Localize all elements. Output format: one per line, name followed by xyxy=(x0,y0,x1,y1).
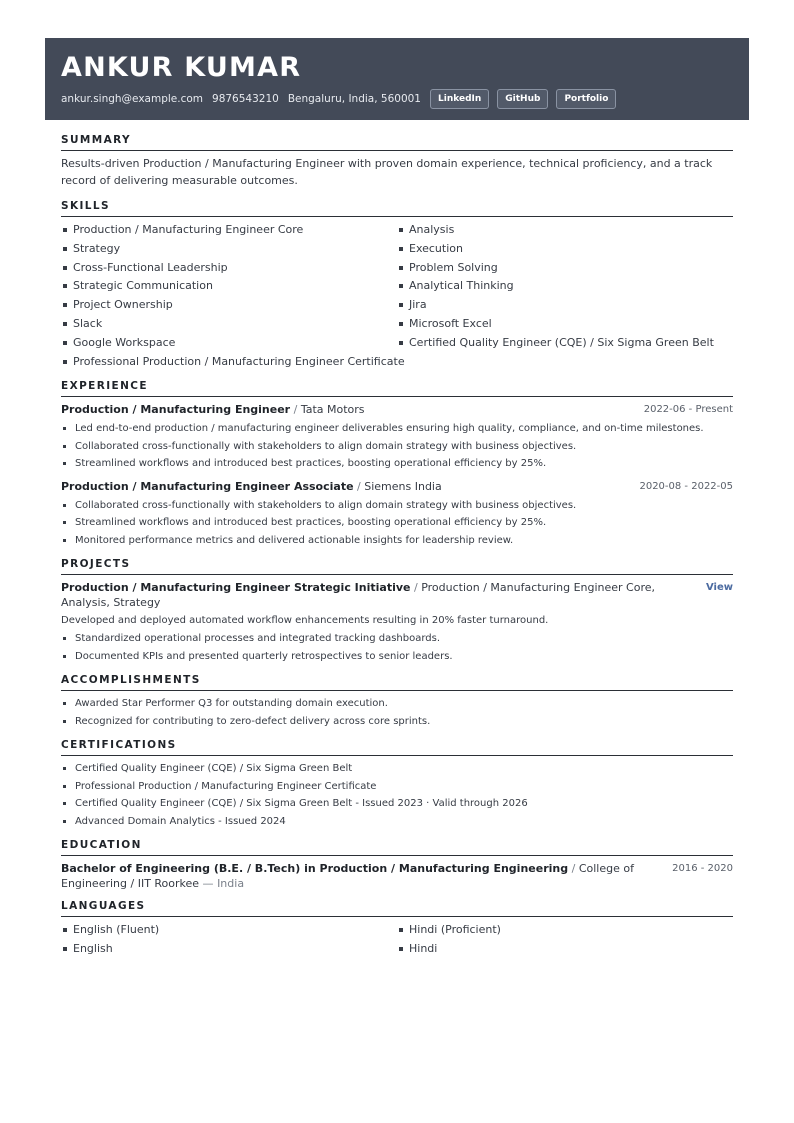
github-link[interactable]: GitHub xyxy=(497,89,548,109)
job-dates: 2022-06 - Present xyxy=(643,404,733,416)
skill-item: Jira xyxy=(397,296,733,315)
company-name: Tata Motors xyxy=(300,403,365,417)
bullet-item: Collaborated cross-functionally with stakeholders to align domain strategy with business objectives. xyxy=(61,497,733,515)
languages-right-column xyxy=(397,921,733,959)
entry-header xyxy=(61,580,733,610)
language-item: Hindi xyxy=(397,940,733,959)
bullet-item: Professional Production / Manufacturing Engineer Certificate xyxy=(61,778,733,796)
bullet-item: Certified Quality Engineer (CQE) / Six Sigma Green Belt - Issued 2023 · Valid through 2026 xyxy=(61,795,733,813)
bullet-item: Streamlined workflows and introduced best practices, boosting operational efficiency by 25%. xyxy=(61,455,733,473)
job-bullets xyxy=(61,420,733,473)
projects-section xyxy=(61,552,733,665)
summary-section xyxy=(61,128,733,189)
skill-item: Analytical Thinking xyxy=(397,277,733,296)
skill-item: Production / Manufacturing Engineer Core xyxy=(61,221,397,240)
contact-row xyxy=(61,88,733,109)
resume-body xyxy=(61,128,733,959)
education-title xyxy=(61,861,671,891)
project-tech: Production / Manufacturing Engineer Core, Analysis, Strategy xyxy=(61,581,656,610)
entry-header xyxy=(61,479,733,494)
candidate-name: ANKUR KUMAR xyxy=(61,52,302,83)
skill-item: Analysis xyxy=(397,221,733,240)
section-title: LANGUAGES xyxy=(61,894,733,917)
language-item: English (Fluent) xyxy=(61,921,397,940)
entry-title xyxy=(61,402,365,417)
accomplishments-section xyxy=(61,668,733,730)
certifications-list xyxy=(61,760,733,830)
skills-list xyxy=(61,221,733,371)
email-text[interactable]: ankur.singh@example.com xyxy=(61,92,204,105)
skills-right-column xyxy=(397,221,733,371)
section-title: PROJECTS xyxy=(61,552,733,575)
bullet-item: Advanced Domain Analytics - Issued 2024 xyxy=(61,813,733,831)
skills-left-column xyxy=(61,221,405,371)
phone-text: 9876543210 xyxy=(212,92,279,105)
bullet-item: Led end-to-end production / manufacturing engineer deliverables ensuring high quality, compliance, and on-time milestones. xyxy=(61,420,733,438)
project-entry xyxy=(61,580,733,665)
education-section xyxy=(61,833,733,891)
project-bullets xyxy=(61,630,733,665)
school-location: India xyxy=(217,877,245,891)
location-text: Bengaluru, India, 560001 xyxy=(287,92,421,105)
skill-item: Google Workspace xyxy=(61,334,397,353)
section-title: EDUCATION xyxy=(61,833,733,856)
skill-item: Execution xyxy=(397,240,733,259)
skill-item: Project Ownership xyxy=(61,296,397,315)
certifications-section xyxy=(61,733,733,830)
degree-name: Bachelor of Engineering (B.E. / B.Tech) in Production / Manufacturing Engineering xyxy=(61,862,569,876)
bullet-item: Recognized for contributing to zero-defect delivery across core sprints. xyxy=(61,713,733,731)
linkedin-link[interactable]: LinkedIn xyxy=(430,89,489,109)
portfolio-link[interactable]: Portfolio xyxy=(556,89,616,109)
section-title: CERTIFICATIONS xyxy=(61,733,733,756)
bullet-item: Collaborated cross-functionally with stakeholders to align domain strategy with business objectives. xyxy=(61,438,733,456)
section-title: SUMMARY xyxy=(61,128,733,151)
skills-section xyxy=(61,194,733,371)
project-title xyxy=(61,580,671,610)
section-title: SKILLS xyxy=(61,194,733,217)
project-view-link[interactable]: View xyxy=(705,582,733,594)
job-role: Production / Manufacturing Engineer Associate xyxy=(61,479,354,493)
languages-list xyxy=(61,921,733,959)
bullet-item: Certified Quality Engineer (CQE) / Six Sigma Green Belt xyxy=(61,760,733,778)
project-description: Developed and deployed automated workflow enhancements resulting in 20% faster turnaround. xyxy=(61,615,549,627)
skill-item: Strategy xyxy=(61,240,397,259)
language-item: English xyxy=(61,940,397,959)
separator: / xyxy=(353,479,365,493)
job-dates: 2020-08 - 2022-05 xyxy=(639,480,733,492)
language-item: Hindi (Proficient) xyxy=(397,921,733,940)
separator: / xyxy=(568,862,579,876)
experience-entry xyxy=(61,402,733,473)
skill-item: Problem Solving xyxy=(397,259,733,278)
bullet-item: Awarded Star Performer Q3 for outstanding domain execution. xyxy=(61,695,733,713)
skill-item: Certified Quality Engineer (CQE) / Six Sigma Green Belt xyxy=(397,334,733,353)
skill-item: Microsoft Excel xyxy=(397,315,733,334)
skill-item: Professional Production / Manufacturing Engineer Certificate xyxy=(61,353,397,372)
separator: / xyxy=(290,403,301,417)
school-name: College of Engineering / IIT Roorkee xyxy=(61,862,634,891)
languages-section xyxy=(61,894,733,959)
section-title: ACCOMPLISHMENTS xyxy=(61,668,733,691)
section-title: EXPERIENCE xyxy=(61,374,733,397)
experience-section xyxy=(61,374,733,549)
job-bullets xyxy=(61,497,733,550)
separator: — xyxy=(199,877,218,891)
bullet-item: Monitored performance metrics and delivered actionable insights for leadership review. xyxy=(61,532,733,550)
skill-item: Slack xyxy=(61,315,397,334)
accomplishments-list xyxy=(61,695,733,730)
education-entry xyxy=(61,861,733,891)
bullet-item: Standardized operational processes and integrated tracking dashboards. xyxy=(61,630,733,648)
project-name: Production / Manufacturing Engineer Strategic Initiative xyxy=(61,581,411,595)
education-dates: 2016 - 2020 xyxy=(672,863,733,875)
entry-header xyxy=(61,402,733,417)
skill-item: Cross-Functional Leadership xyxy=(61,259,397,278)
resume-header xyxy=(45,38,749,120)
company-name: Siemens India xyxy=(364,479,442,493)
entry-title xyxy=(61,479,442,494)
separator: / xyxy=(410,581,422,595)
summary-text: Results-driven Production / Manufacturing Engineer with proven domain experience, technical proficiency, and a track record of delivering measurable outcomes. xyxy=(61,157,713,187)
experience-entry xyxy=(61,479,733,550)
languages-left-column xyxy=(61,921,397,959)
skill-item: Strategic Communication xyxy=(61,277,397,296)
bullet-item: Streamlined workflows and introduced best practices, boosting operational efficiency by 25%. xyxy=(61,514,733,532)
bullet-item: Documented KPIs and presented quarterly retrospectives to senior leaders. xyxy=(61,648,733,666)
job-role: Production / Manufacturing Engineer xyxy=(61,403,291,417)
